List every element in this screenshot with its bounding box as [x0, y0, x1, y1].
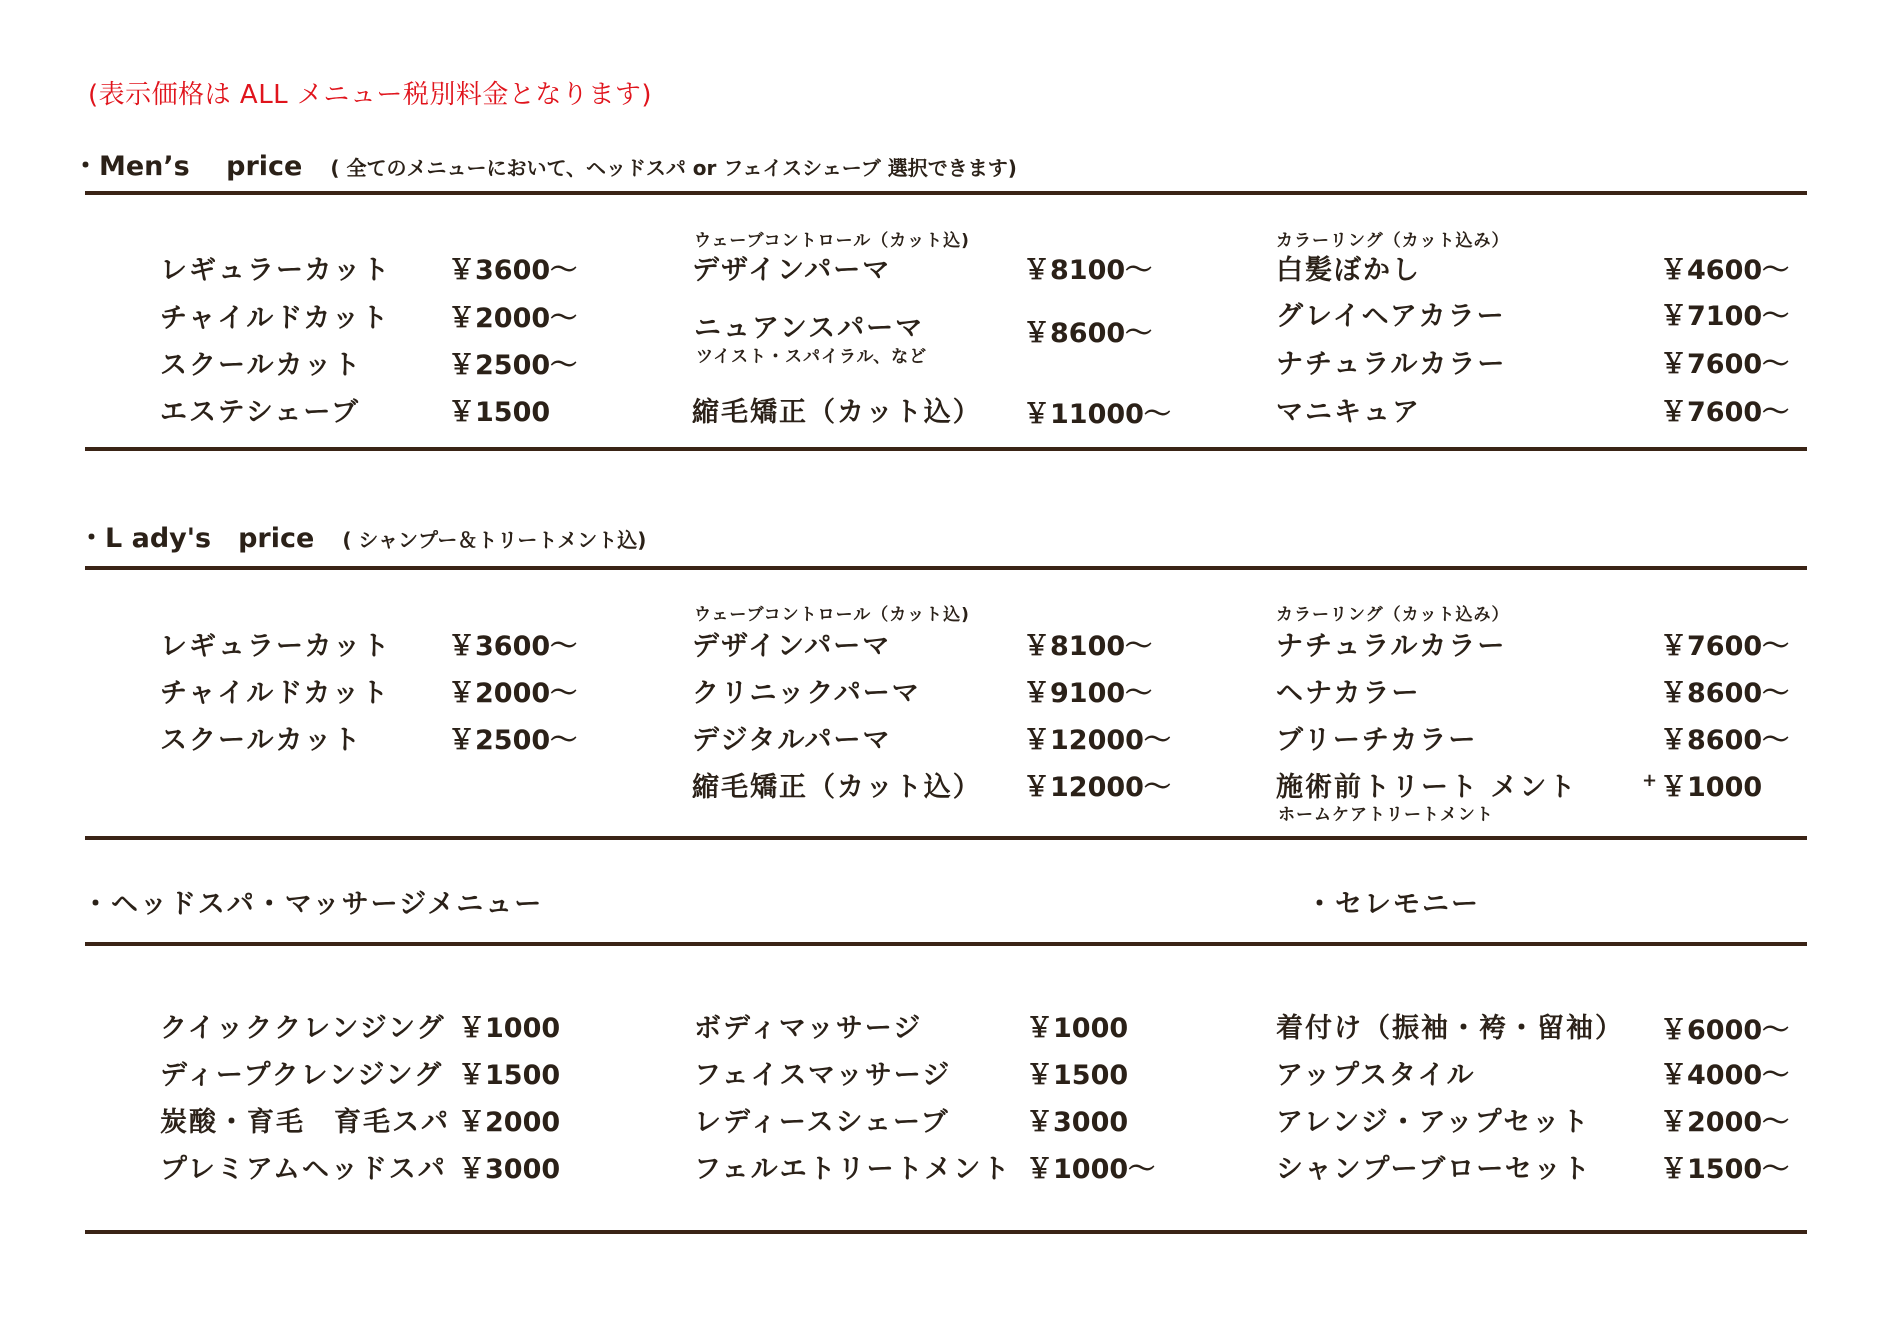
menu-item-price: ￥3000 — [458, 1154, 561, 1185]
menu-item-price: ￥3600〜 — [448, 255, 578, 286]
menu-item-price: ￥6000〜 — [1660, 1015, 1790, 1046]
menu-item-name: クイッククレンジング — [160, 1013, 446, 1044]
menu-item-name: 着付け（振袖・袴・留袖） — [1276, 1013, 1624, 1044]
menu-item-note: ホームケアトリートメント — [1278, 805, 1494, 825]
ceremony-section-title: ・セレモニー — [1306, 889, 1480, 920]
mens-section-title — [72, 144, 1017, 183]
menu-item-name: ナチュラルカラー — [1276, 349, 1507, 380]
menu-item-price: ￥1000 — [1026, 1013, 1129, 1044]
menu-item-price: ￥1500 — [448, 397, 551, 428]
menu-item-price: ￥1500〜 — [1660, 1154, 1790, 1185]
menu-item-price: ￥2000〜 — [1660, 1107, 1790, 1138]
wave-control-header: ウェーブコントロール（カット込) — [694, 231, 970, 251]
mens-subtitle: ( 全てのメニューにおいて、ヘッドスパ or フェイスシェーブ 選択できます) — [330, 156, 1017, 180]
menu-item-name: チャイルドカット — [160, 678, 391, 709]
menu-item-price: ￥9100〜 — [1023, 678, 1153, 709]
headspa-top-rule — [85, 942, 1807, 946]
menu-item-price: ￥1000 — [1660, 772, 1763, 803]
menu-item-price: ￥1000〜 — [1026, 1154, 1156, 1185]
menu-item-price: ￥7100〜 — [1660, 301, 1790, 332]
menu-item-price: ￥1500 — [458, 1060, 561, 1091]
menu-item-price: ￥2000 — [458, 1107, 561, 1138]
menu-item-name: レディースシェーブ — [694, 1107, 950, 1138]
menu-item-price: ￥2500〜 — [448, 350, 578, 381]
menu-item-price: ￥7600〜 — [1660, 631, 1790, 662]
menu-item-price: ￥4000〜 — [1660, 1060, 1790, 1091]
menu-item-name: ニュアンスパーマ — [694, 313, 925, 344]
ladies-title: ・L ady's price — [78, 523, 315, 554]
menu-item-name: アップスタイル — [1276, 1060, 1476, 1091]
menu-item-name: デザインパーマ — [692, 255, 892, 286]
menu-item-name: 白髪ぼかし — [1276, 255, 1421, 286]
menu-item-name: ナチュラルカラー — [1276, 631, 1507, 662]
menu-item-price: ￥2500〜 — [448, 725, 578, 756]
menu-item-name: スクールカット — [160, 350, 363, 381]
menu-item-name: クリニックパーマ — [692, 678, 921, 709]
menu-item-name: ブリーチカラー — [1276, 725, 1478, 756]
menu-item-price: ￥2000〜 — [448, 678, 578, 709]
ladies-section-title — [78, 516, 646, 555]
menu-item-price: ￥8600〜 — [1023, 318, 1153, 349]
menu-item-price: ￥12000〜 — [1023, 725, 1171, 756]
menu-item-name: シャンプーブローセット — [1276, 1154, 1592, 1185]
menu-item-name: グレイヘアカラー — [1276, 301, 1506, 332]
menu-item-price: ￥8600〜 — [1660, 678, 1790, 709]
coloring-header: カラーリング（カット込み） — [1276, 605, 1510, 625]
menu-item-name: 縮毛矯正（カット込） — [692, 397, 982, 428]
menu-item-name: 縮毛矯正（カット込） — [692, 772, 982, 803]
mens-bottom-rule — [85, 447, 1807, 451]
menu-item-name: アレンジ・アップセット — [1276, 1107, 1591, 1138]
menu-item-price: ￥8600〜 — [1660, 725, 1790, 756]
mens-top-rule — [85, 191, 1807, 195]
menu-item-price: ￥3600〜 — [448, 631, 578, 662]
menu-item-name: フェルエトリートメント — [694, 1154, 1012, 1185]
menu-item-name: レギュラーカット — [160, 255, 392, 286]
menu-item-price: ￥4600〜 — [1660, 255, 1790, 286]
menu-item-name: マニキュア — [1276, 397, 1421, 428]
ladies-bottom-rule — [85, 836, 1807, 840]
menu-item-price: ￥1000 — [458, 1013, 561, 1044]
mens-title: ・Men’s price — [72, 151, 303, 182]
menu-item-name: スクールカット — [160, 725, 363, 756]
menu-item-name: プレミアムヘッドスパ — [160, 1154, 447, 1185]
menu-item-price: ￥3000 — [1026, 1107, 1129, 1138]
headspa-section-title: ・ヘッドスパ・マッサージメニュー — [82, 889, 544, 920]
tax-note: (表示価格は ALL メニュー税別料金となります) — [88, 80, 653, 110]
menu-item-name: ボディマッサージ — [694, 1013, 923, 1044]
menu-item-price: ￥8100〜 — [1023, 255, 1153, 286]
wave-control-header: ウェーブコントロール（カット込) — [694, 605, 970, 625]
menu-item-name: デジタルパーマ — [692, 725, 892, 756]
menu-item-name: デザインパーマ — [692, 631, 892, 662]
menu-item-price: ￥12000〜 — [1023, 772, 1171, 803]
menu-item-price: ￥11000〜 — [1023, 399, 1171, 430]
menu-item-name: ヘナカラー — [1276, 678, 1421, 709]
coloring-header: カラーリング（カット込み） — [1276, 231, 1510, 251]
menu-item-price: ￥7600〜 — [1660, 349, 1790, 380]
headspa-bottom-rule — [85, 1230, 1807, 1234]
menu-item-name: 施術前トリート メント — [1276, 772, 1578, 803]
ladies-top-rule — [85, 566, 1807, 570]
menu-item-note: ツイスト・スパイラル、など — [696, 347, 928, 367]
menu-item-name: レギュラーカット — [160, 631, 392, 662]
menu-item-price: ￥1500 — [1026, 1060, 1129, 1091]
ladies-subtitle: ( シャンプー＆トリートメント込) — [342, 528, 647, 552]
menu-item-price: ￥2000〜 — [448, 303, 578, 334]
menu-item-name: エステシェーブ — [160, 397, 361, 428]
menu-item-name: 炭酸・育毛 育毛スパ — [160, 1107, 450, 1138]
menu-item-name: ディープクレンジング — [160, 1060, 444, 1091]
price-prefix: + — [1642, 770, 1658, 791]
menu-item-name: フェイスマッサージ — [694, 1060, 952, 1091]
menu-item-price: ￥7600〜 — [1660, 397, 1790, 428]
menu-item-price: ￥8100〜 — [1023, 631, 1153, 662]
menu-item-name: チャイルドカット — [160, 303, 391, 334]
